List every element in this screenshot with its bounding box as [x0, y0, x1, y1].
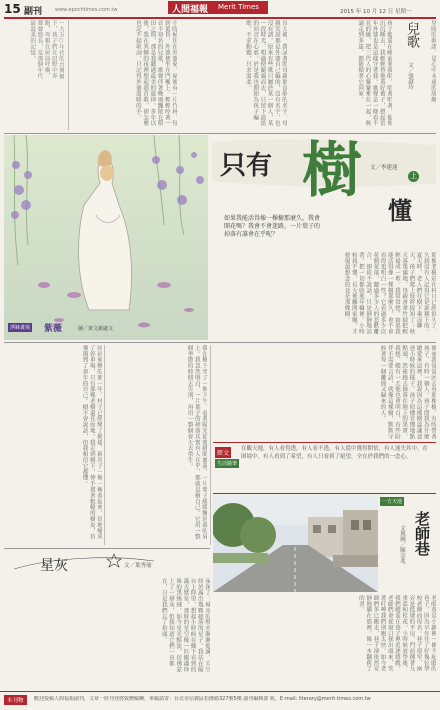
caption-tag: 淨缽畫境 [10, 325, 31, 331]
title-part1: 只有 [220, 151, 273, 181]
logo-text: 人間福報 [172, 5, 209, 15]
painting-caption [8, 321, 204, 337]
text-col: 夜深了，城市的燈火漸漸熄滅，天空終於露出幾顆疏落的星子。我站在陽台上仰望，想起小時候在鄉下看到的滿天繁星，那時的星空像一匹綴滿珍珠的黑絲絨。如今星光黯淡，彷彿蒙上了一層灰，但我知道它們一直都在，只是我們忘了抬頭。 [160, 578, 210, 673]
issue-date: 2015 年 10 月 12 日 星期一 [340, 9, 412, 15]
title-part2: 懂 [388, 196, 412, 225]
article-author-laoshi: 文與圖／陳宗兆 [399, 525, 405, 564]
text-col: 一九五○年代的台灣鄉下，孩子們在田野中奔跑，母親在屋前呼喚，聲聲悠長，是那個年代最溫柔的記憶。 [29, 20, 64, 80]
text-col: 回到家鄉的那一年，村子已經變了模樣，新房子一棟一棟蓋起來，田地變成了停車場，只有那棵老樹還在原地。我走到樹下，伸手摸著粗糙的樹皮，彷彿摸到了童年的自己。樹不會說話，但我相信它都懂。 [81, 345, 102, 540]
page-number: 15 [4, 2, 21, 16]
column-rule [104, 345, 105, 545]
section-rule [4, 548, 210, 549]
photo-svg [213, 495, 378, 592]
suibi-box [213, 442, 436, 494]
logo-en: Merit Times [218, 3, 259, 11]
masthead [0, 0, 440, 18]
feature-lead: 如果我能活得像一棵樹那麼久，我會開花嗎？我會不會迷路，一片葉子的掉落有誰會在乎呢？ [224, 215, 321, 238]
title-part-badge: 上 [410, 172, 417, 180]
article-title-erge: 兒歌 [404, 22, 419, 48]
xinghui-title-block [4, 551, 210, 575]
suibi-tag-1: 經文 [215, 447, 231, 458]
newspaper-logo [168, 1, 268, 14]
text-col: 長大後，我試著問母親那首歌的名字，母親笑說那是外婆自己編的，沒有名字，也沒有譜。原來有些歌只屬於某一個人、某一段時光，唱過便隨風而去，只留下淡淡的回音在心底。於是我也開始為孩子編歌，不求動聽，只求溫柔。 [244, 20, 287, 127]
article-author-erge: 文／張淑玲 [407, 62, 413, 90]
article-author-xinghui: 文／葉秀瑜 [124, 563, 152, 569]
column-rule [210, 345, 211, 545]
feature-title-block [212, 135, 436, 245]
laoshi-title-block [380, 495, 436, 592]
footer-text: 歡迎投稿人間福報副刊，文章一經刊登將致贈稿酬，來稿請寄：台北市信義區松隆路327號5樓 副刊編輯部 收。E-mail: literary@merit-times.com.tw [34, 696, 371, 702]
text-col: 那棵老樹站在村口已經很久了，久到沒有人記得它是誰種下的。夏天時，老人們在樹下乘涼聊天，孩子們爬上枝幹捉知了；秋天落葉滿地，母親會拿竹掃把輕輕掃成一堆。我常常想，如果我能活得像一棵樹那麼久，會不會看得更明白一些？它看過多少次花開花落，聽過多少人的悲歡離合，卻從不說話，只是靜靜地站著，把一切都收進年輪裡。小時候我不懂，長大後離開家鄉，才發現最想念的竟是那棵樹。 [343, 252, 436, 335]
section-name: 副刊 [24, 7, 43, 17]
suibi-summary: 在觀天地，有人看得透，有人看不透，有人從中獲得開悟，有人迷失其中。在困境中，有人看到了希望，有人只看到了絕望，全在於我們的一念心。 [241, 446, 429, 460]
header-rule [4, 17, 436, 19]
text-col: 小時候住在外婆家，屋後有一片竹林，每到黃昏，外婆便坐在門檻上，輕輕哼著一首不知名的兒歌，歌聲伴著晚風飄散在稻田之間，那是我聽過最美的旋律。多年以後，我在異鄉的夜裡想起那首歌，卻怎麼也記不起歌詞，只記得外婆溫暖的手。 [134, 20, 177, 127]
star-decoration [4, 551, 210, 575]
street-photo [213, 495, 378, 592]
caption-painter: 圖／黃文凱盧文 [78, 326, 114, 332]
text-col: 後來我常常回去看那棵樹，有時帶著孩子，有時一個人。孩子問我為什麼總愛來這裡，我說因為這棵樹認識爸爸小時候的樣子。孩子似懂非懂地點點頭，然後跑去撿落在地上的果實。我想，總有一天他也會明白，有些陪伴不需要言語，就像這棵樹，默默守候著每一個離開又歸來的人。 [379, 345, 436, 440]
footer-label: 本刊物 [4, 695, 27, 705]
section-rule [4, 342, 436, 343]
column-rule [68, 20, 69, 130]
title-big-char: 樹 [302, 136, 362, 206]
painting-illustration [4, 135, 208, 340]
text-col: 老師巷是小鎮裡一條不起眼的巷子，因為早年住了好幾位學校老師而得名。巷子很窄，兩旁是低矮的平房，門前種著九重葛和桂花。小時候放學後，我們總愛在巷子裡追逐嬉戲，老師們會從窗口探出頭來，笑著叮嚀我們別跑太快。如今老師們多已搬走，巷子卻依然安靜地躺在那裡，像一本翻舊了的書。 [357, 595, 436, 672]
suibi-tag-2: 生活隨筆 [217, 461, 238, 467]
footer-bar [0, 691, 440, 710]
article-title-xinghui: 星灰 [40, 558, 68, 574]
top-text-block [4, 20, 436, 132]
laoshi-tag: 一方天地 [382, 499, 403, 505]
text-col: 我在樹下坐了一個下午，看著陽光從葉縫間灑落，一片葉子緩緩飄到我的肩上。我忽然明白，一片葉子的掉落其實有人在乎，那就是樹自己。它用一整個季節的時間去告別，再用一整個春天去重生。 [186, 345, 207, 540]
section-rule [4, 133, 436, 134]
feature-author: 文／李建達 [370, 165, 398, 171]
text-col: 孩子總愛在睡前要我唱，唱著唱著，他便沉沉睡去，我輕輕替他蓋好被子，想起當年外婆也是這樣守著我。歌聲是一條看不見的線，把三代人的心緊緊牽在一起，無論走到多遠，都能循著它回家。 [357, 20, 392, 127]
painting-svg [4, 135, 208, 340]
text-col: 兒時的歌謠，是心中永遠的故鄉。 [430, 20, 436, 109]
caption-title: 紫薇 [44, 324, 63, 334]
article-title-laoshi: 老師巷 [413, 511, 431, 556]
header-url: www.epochtimes.com.tw [55, 7, 118, 13]
